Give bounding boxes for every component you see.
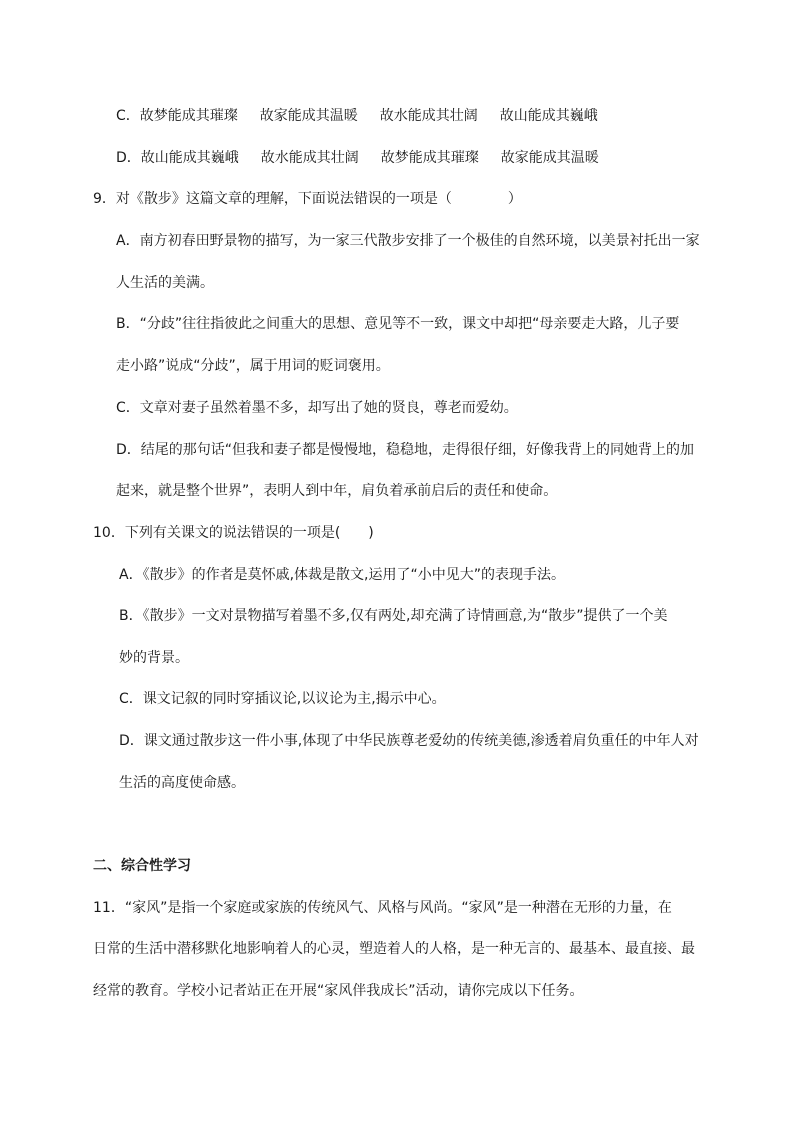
q10-stem: 10．下列有关课文的说法错误的一项是( ): [93, 525, 374, 541]
q9-option-a[interactable]: A．南方初春田野景物的描写，为一家三代散步安排了一个极佳的自然环境，以美景衬托出一家: [116, 233, 700, 249]
option-phrase: 故家能成其温暖: [259, 108, 358, 124]
q10-option-d[interactable]: D．课文通过散步这一件小事,体现了中华民族尊老爱幼的传统美德,渗透着肩负重任的中年人对: [119, 733, 699, 749]
q10-option-b-cont: 妙的背景。: [119, 650, 189, 666]
q9-option-d-cont: 起来，就是整个世界”，表明人到中年，肩负着承前启后的责任和使命。: [116, 483, 558, 499]
option-letter: C．: [116, 108, 140, 124]
section-heading: 二、综合性学习: [93, 858, 191, 874]
q9-option-a-cont: 人生活的美满。: [116, 275, 214, 291]
q11-line-2: 日常的生活中潜移默化地影响着人的心灵，塑造着人的人格，是一种无言的、最基本、最直接、最: [93, 941, 695, 957]
q8-option-d[interactable]: [116, 148, 621, 168]
q10-option-c[interactable]: C．课文记叙的同时穿插议论,以议论为主,揭示中心。: [119, 691, 446, 707]
q10-option-a[interactable]: A．《散步》的作者是莫怀戚,体裁是散文,运用了“小中见大”的表现手法。: [119, 567, 565, 583]
option-phrase: 故家能成其温暖: [500, 150, 599, 166]
q9-option-b[interactable]: B．“分歧”往往指彼此之间重大的思想、意见等不一致，课文中却把“母亲要走大路，儿子要: [116, 316, 680, 332]
q8-option-c[interactable]: [116, 106, 620, 126]
option-phrase: 故梦能成其璀璨: [139, 108, 238, 124]
q9-stem: 9．对《散步》这篇文章的理解，下面说法错误的一项是（ ）: [93, 191, 522, 207]
option-phrase: 故山能成其巍峨: [140, 150, 239, 166]
q10-option-d-cont: 生活的高度使命感。: [119, 775, 245, 791]
q10-option-b[interactable]: B．《散步》一文对景物描写着墨不多,仅有两处,却充满了诗情画意,为“散步”提供了一个美: [119, 608, 668, 624]
q11-line-3: 经常的教育。学校小记者站正在开展“家风伴我成长”活动，请你完成以下任务。: [93, 983, 584, 999]
q11-line-1: 11．“家风”是指一个家庭或家族的传统风气、风格与风尚。“家风”是一种潜在无形的力量，在: [93, 900, 672, 916]
option-phrase: 故水能成其壮阔: [260, 150, 359, 166]
option-phrase: 故水能成其壮阔: [379, 108, 478, 124]
option-phrase: 故山能成其巍峨: [499, 108, 598, 124]
q9-option-d[interactable]: D．结尾的那句话“但我和妻子都是慢慢地，稳稳地，走得很仔细，好像我背上的同她背上的加: [116, 442, 695, 458]
option-letter: D．: [116, 150, 141, 166]
q9-option-b-cont: 走小路”说成“分歧”，属于用词的贬词褒用。: [116, 358, 390, 374]
option-phrase: 故梦能成其璀璨: [380, 150, 479, 166]
q9-option-c[interactable]: C．文章对妻子虽然着墨不多，却写出了她的贤良，尊老而爱幼。: [116, 400, 518, 416]
